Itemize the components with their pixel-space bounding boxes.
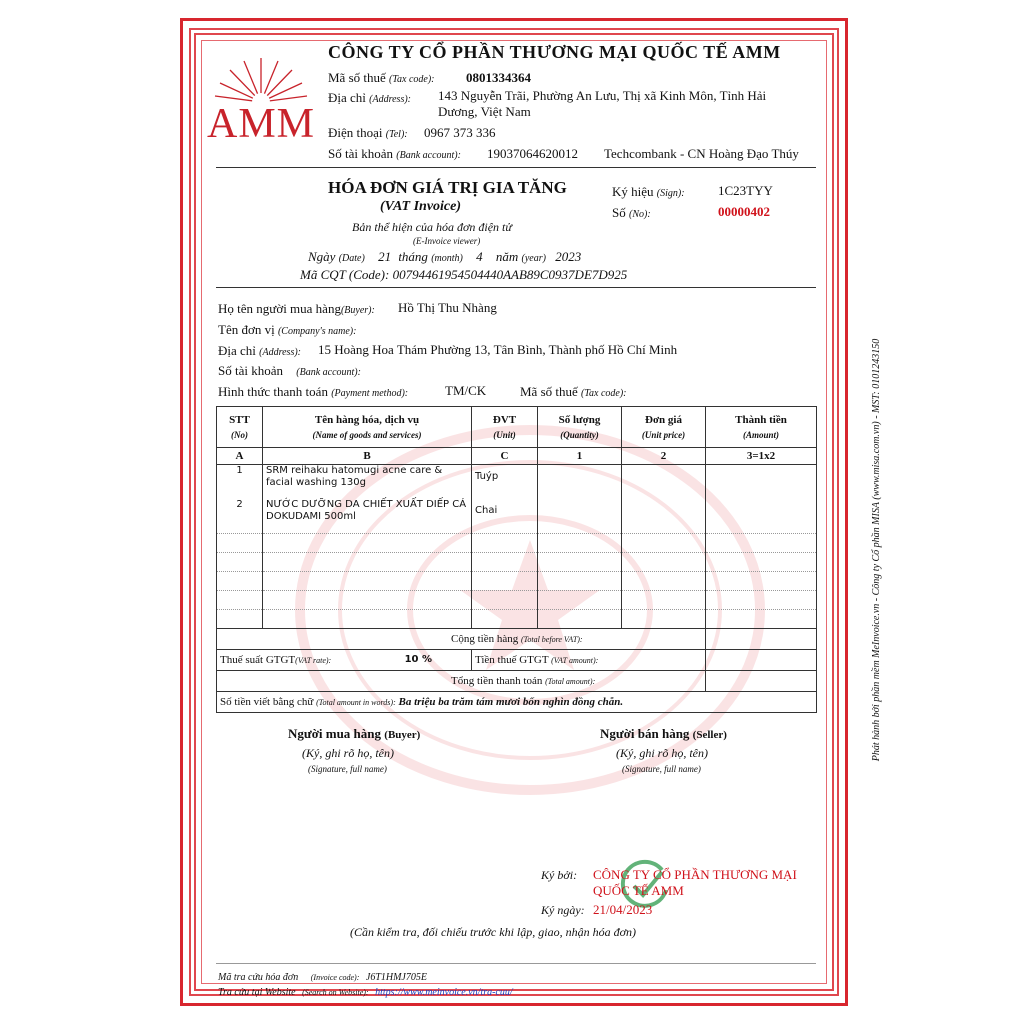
seller-phone-label: Điện thoại (Tel): — [328, 125, 408, 140]
seller-signature-title: Người bán hàng (Seller) — [600, 726, 727, 741]
signed-by-line2: QUỐC TẾ AMM — [593, 883, 684, 898]
col-header: Thành tiền (Amount) — [706, 407, 817, 448]
seller-address-label: Địa chỉ (Address): — [328, 90, 411, 105]
signed-date-label: Ký ngày: — [541, 903, 585, 917]
table-cell: B — [263, 448, 472, 465]
issuer-side-note: Phát hành bởi phần mềm MeInvoice.vn - Công ty Cổ phần MISA (www.misa.com.vn) - MST: 0101243150 — [871, 338, 882, 762]
item-price — [622, 465, 706, 500]
buyer-payment-label: Hình thức thanh toán (Payment method): — [218, 384, 409, 399]
invoice-title: HÓA ĐƠN GIÁ TRỊ GIA TĂNG — [328, 178, 567, 197]
lookup-code-line: Mã tra cứu hóa đơn (Invoice code): J6T1HMJ705E — [218, 972, 427, 983]
company-logo — [200, 50, 322, 145]
header-divider — [216, 167, 816, 168]
table-row — [217, 465, 817, 500]
col-header: Tên hàng hóa, dịch vụ (Name of goods and services) — [263, 407, 472, 448]
vat-rate-label: Thuế suất GTGT(VAT rate): 10 % — [217, 650, 472, 671]
seller-tax-label: Mã số thuế (Tax code): — [328, 70, 435, 85]
words-row — [217, 692, 817, 713]
items-table — [216, 406, 817, 713]
item-unit: Chai — [472, 499, 538, 534]
words-cell: Số tiền viết bằng chữ (Total amount in words): Ba triệu ba trăm tám mươi bốn nghìn đồng chẵn. — [217, 692, 817, 713]
check-note: (Cần kiểm tra, đối chiếu trước khi lập, giao, nhận hóa đơn) — [350, 925, 636, 939]
item-price — [622, 499, 706, 534]
item-qty — [538, 499, 622, 534]
invoice-viewer: Bản thể hiện của hóa đơn điện tử — [352, 220, 512, 234]
seller-address-line1: 143 Nguyễn Trãi, Phường An Lưu, Thị xã Kinh Môn, Tỉnh Hải — [438, 88, 767, 103]
table-cell: 2 — [622, 448, 706, 465]
item-name: SRM reihaku hatomugi acne care & facial washing 130g — [263, 465, 472, 500]
item-name: NƯỚC DƯỠNG DA CHIẾT XUẤT DIẾP CÁ DOKUDAMI 500ml — [263, 499, 472, 534]
logo-text: AMM — [206, 101, 316, 147]
seller-bank-name: Techcombank - CN Hoàng Đạo Thúy — [604, 146, 799, 161]
invoice-title-en: (VAT Invoice) — [380, 199, 462, 214]
invoice-sign-label: Ký hiệu (Sign): — [612, 184, 685, 199]
buyer-sign-hint-en: (Signature, full name) — [308, 764, 387, 774]
signed-by-line1: CÔNG TY CỔ PHẦN THƯƠNG MẠI — [593, 867, 797, 882]
col-header: ĐVT (Unit) — [472, 407, 538, 448]
table-row — [217, 591, 817, 610]
table-row — [217, 572, 817, 591]
seller-bank-label: Số tài khoản (Bank account): — [328, 146, 461, 161]
item-amount — [706, 465, 817, 500]
buyer-tax-label: Mã số thuế (Tax code): — [520, 384, 627, 399]
col-header: Số lượng (Quantity) — [538, 407, 622, 448]
signed-by-label: Ký bởi: — [541, 868, 578, 882]
subtotal-value — [706, 629, 817, 650]
item-amount — [706, 499, 817, 534]
table-header-row — [217, 407, 817, 448]
item-no: 2 — [217, 499, 263, 534]
col-header: STT (No) — [217, 407, 263, 448]
total-label: Tổng tiền thanh toán (Total amount): — [217, 671, 706, 692]
buyer-address-label: Địa chỉ (Address): — [218, 343, 301, 358]
lookup-website-link[interactable]: https://www.meinvoice.vn/tra-cuu/ — [375, 987, 513, 998]
col-header: Đơn giá (Unit price) — [622, 407, 706, 448]
invoice-sign: 1C23TYY — [718, 183, 773, 198]
seller-sign-hint: (Ký, ghi rõ họ, tên) — [616, 746, 708, 760]
item-unit: Tuýp — [472, 465, 538, 500]
buyer-name: Hồ Thị Thu Nhàng — [398, 300, 497, 315]
vat-row — [217, 650, 817, 671]
subtotal-row — [217, 629, 817, 650]
seller-bank-account: 19037064620012 — [487, 146, 578, 161]
table-row — [217, 499, 817, 534]
lookup-website-line: Tra cứu tại Website (Search on Website): https://www.meinvoice.vn/tra-cuu/ — [218, 987, 513, 998]
buyer-sign-hint: (Ký, ghi rõ họ, tên) — [302, 746, 394, 760]
table-cell: 1 — [538, 448, 622, 465]
footer-divider — [216, 963, 816, 964]
invoice-cqt: Mã CQT (Code): 00794461954504440AAB89C0937DE7D925 — [300, 267, 628, 282]
buyer-bank-label: Số tài khoản (Bank account): — [218, 363, 361, 378]
title-divider — [216, 287, 816, 288]
invoice-viewer-en: (E-Invoice viewer) — [413, 236, 481, 246]
buyer-name-label: Họ tên người mua hàng(Buyer): — [218, 301, 375, 316]
subtotal-label: Cộng tiền hàng (Total before VAT): — [217, 629, 706, 650]
buyer-signature-title: Người mua hàng (Buyer) — [288, 726, 421, 741]
seller-sign-hint-en: (Signature, full name) — [622, 764, 701, 774]
vat-amount-label: Tiền thuế GTGT (VAT amount): — [472, 650, 706, 671]
item-no: 1 — [217, 465, 263, 500]
buyer-address: 15 Hoàng Hoa Thám Phường 13, Tân Bình, Thành phố Hồ Chí Minh — [318, 342, 678, 357]
buyer-company-label: Tên đơn vị (Company's name): — [218, 322, 357, 337]
total-value — [706, 671, 817, 692]
seller-tax-code: 0801334364 — [466, 70, 531, 85]
seller-address-line2: Dương, Việt Nam — [438, 104, 531, 119]
seller-phone: 0967 373 336 — [424, 125, 496, 140]
item-qty — [538, 465, 622, 500]
table-letter-row — [217, 448, 817, 465]
seller-company-name: CÔNG TY CỔ PHẦN THƯƠNG MẠI QUỐC TẾ AMM — [328, 42, 781, 62]
vat-amount-value — [706, 650, 817, 671]
signed-date: 21/04/2023 — [593, 902, 653, 917]
table-row — [217, 534, 817, 553]
table-cell: A — [217, 448, 263, 465]
invoice-number: 00000402 — [718, 204, 770, 219]
table-row — [217, 610, 817, 629]
table-row — [217, 553, 817, 572]
buyer-payment: TM/CK — [445, 383, 487, 398]
invoice-number-label: Số (No): — [612, 205, 651, 220]
invoice-date: Ngày (Date) 21 tháng (month) 4 năm (year) 2023 — [308, 249, 582, 264]
total-row — [217, 671, 817, 692]
table-cell: 3=1x2 — [706, 448, 817, 465]
table-cell: C — [472, 448, 538, 465]
